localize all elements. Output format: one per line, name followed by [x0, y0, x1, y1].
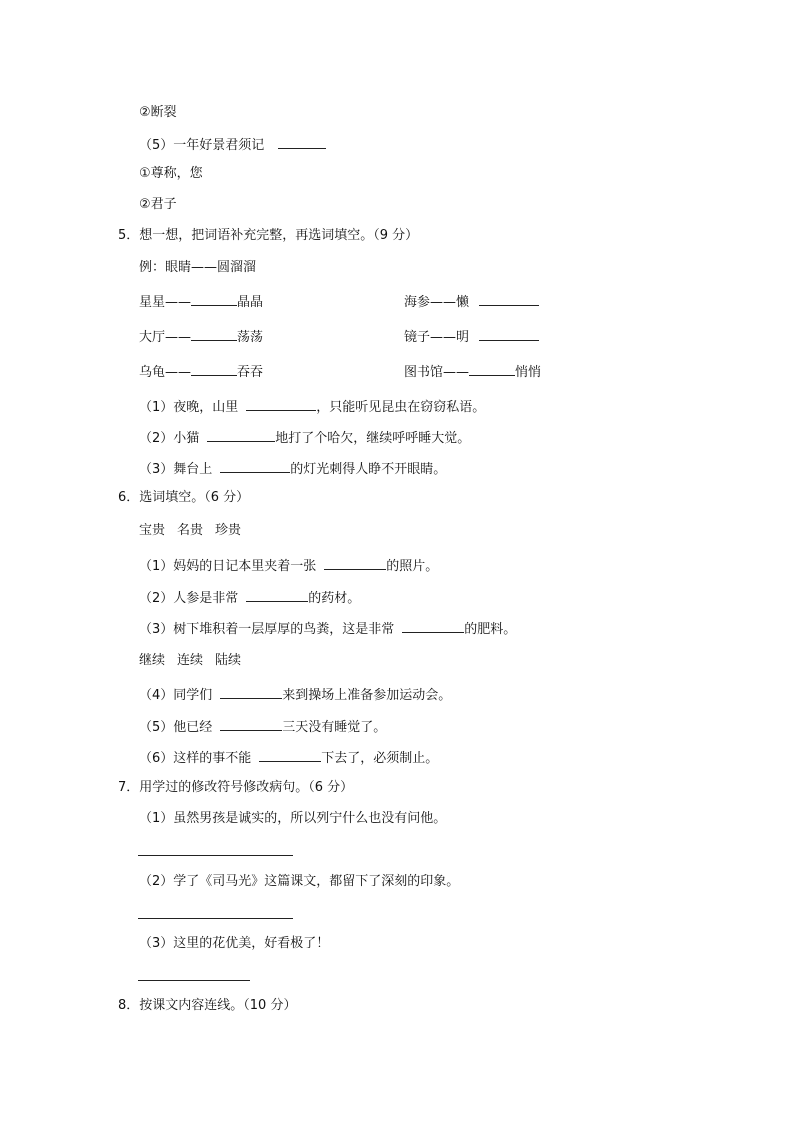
item-5	[139, 136, 326, 154]
sentence-suffix: 的肥料。	[464, 622, 517, 637]
sentence-suffix: 的药材。	[308, 591, 361, 606]
pair-row-1-left	[139, 293, 263, 311]
sentence-prefix: （2）人参是非常	[139, 591, 239, 606]
answer-blank[interactable]	[220, 686, 282, 699]
answer-blank[interactable]	[479, 293, 539, 306]
q6-sentence-5	[139, 718, 386, 736]
answer-line[interactable]	[138, 980, 250, 981]
q5-sentence-1	[139, 398, 485, 416]
pair-prefix: 海参——懒	[404, 295, 470, 310]
pair-prefix: 乌龟——	[139, 365, 192, 380]
q7-sentence-3: （3）这里的花优美，好看极了！	[139, 936, 330, 951]
sentence-prefix: （5）他已经	[139, 720, 213, 735]
question-5-title: 5．想一想，把词语补充完整，再选词填空。（9 分）	[118, 228, 419, 243]
word-bank-1	[139, 523, 253, 539]
word-option: 继续	[139, 653, 166, 668]
item-5-option-2: ②君子	[139, 197, 177, 212]
sentence-prefix: （4）同学们	[139, 688, 213, 703]
answer-blank[interactable]	[220, 718, 282, 731]
word-option: 名贵	[177, 523, 204, 538]
pair-row-3-left	[139, 363, 263, 381]
answer-blank[interactable]	[469, 363, 515, 376]
sentence-suffix: 的灯光刺得人睁不开眼睛。	[290, 462, 447, 477]
word-option: 连续	[177, 653, 204, 668]
sentence-suffix: 三天没有睡觉了。	[282, 720, 387, 735]
word-option: 珍贵	[215, 523, 242, 538]
q6-sentence-4	[139, 686, 451, 704]
sentence-suffix: 下去了，必须制止。	[321, 751, 439, 766]
pair-prefix: 星星——	[139, 295, 192, 310]
q5-sentence-3	[139, 460, 446, 478]
answer-blank[interactable]	[259, 749, 321, 762]
question-6-title: 6．选词填空。（6 分）	[118, 490, 250, 505]
pair-suffix: 荡荡	[237, 330, 264, 345]
sentence-suffix: ，只能听见昆虫在窃窃私语。	[316, 400, 486, 415]
sentence-prefix: （3）舞台上	[139, 462, 213, 477]
sentence-prefix: （3）树下堆积着一层厚厚的鸟粪，这是非常	[139, 622, 395, 637]
answer-blank[interactable]	[479, 328, 539, 341]
answer-blank[interactable]	[191, 363, 237, 376]
item-5-option-1: ①尊称，您	[139, 166, 203, 181]
pair-row-3-right	[404, 363, 541, 381]
answer-blank[interactable]	[324, 557, 386, 570]
question-5-example: 例：眼睛——圆溜溜	[139, 260, 257, 275]
answer-line[interactable]	[138, 918, 293, 919]
q7-sentence-1: （1）虽然男孩是诚实的，所以列宁什么也没有问他。	[139, 811, 447, 826]
pair-suffix: 吞吞	[237, 365, 264, 380]
word-option: 陆续	[215, 653, 242, 668]
pair-row-2-right	[404, 328, 539, 346]
answer-blank[interactable]	[220, 460, 290, 473]
word-option: 宝贵	[139, 523, 166, 538]
sentence-prefix: （1）妈妈的日记本里夹着一张	[139, 559, 317, 574]
word-bank-2	[139, 653, 253, 669]
q7-sentence-2: （2）学了《司马光》这篇课文，都留下了深刻的印象。	[139, 874, 460, 889]
q6-sentence-3	[139, 620, 516, 638]
answer-blank[interactable]	[246, 589, 308, 602]
q5-sentence-2	[139, 429, 470, 447]
sentence-suffix: 地打了个哈欠，继续呼呼睡大觉。	[275, 431, 471, 446]
pair-prefix: 镜子——明	[404, 330, 470, 345]
sentence-prefix: （2）小猫	[139, 431, 200, 446]
question-8-title: 8．按课文内容连线。（10 分）	[118, 998, 297, 1013]
pair-row-2-left	[139, 328, 263, 346]
answer-blank[interactable]	[191, 328, 237, 341]
sentence-prefix: （6）这样的事不能	[139, 751, 252, 766]
pair-prefix: 大厅——	[139, 330, 192, 345]
q6-sentence-1	[139, 557, 438, 575]
answer-blank[interactable]	[207, 429, 275, 442]
sentence-prefix: （1）夜晚，山里	[139, 400, 239, 415]
option-2: ②断裂	[139, 105, 177, 120]
pair-suffix: 晶晶	[237, 295, 264, 310]
pair-prefix: 图书馆——	[404, 365, 470, 380]
answer-blank[interactable]	[278, 136, 326, 149]
q6-sentence-6	[139, 749, 438, 767]
answer-blank[interactable]	[191, 293, 237, 306]
answer-blank[interactable]	[246, 398, 316, 411]
question-7-title: 7．用学过的修改符号修改病句。（6 分）	[118, 780, 354, 795]
answer-line[interactable]	[138, 855, 293, 856]
pair-suffix: 悄悄	[515, 365, 542, 380]
item-5-text: （5）一年好景君须记	[139, 138, 265, 153]
sentence-suffix: 的照片。	[386, 559, 439, 574]
q6-sentence-2	[139, 589, 360, 607]
sentence-suffix: 来到操场上准备参加运动会。	[282, 688, 452, 703]
pair-row-1-right	[404, 293, 539, 311]
answer-blank[interactable]	[402, 620, 464, 633]
